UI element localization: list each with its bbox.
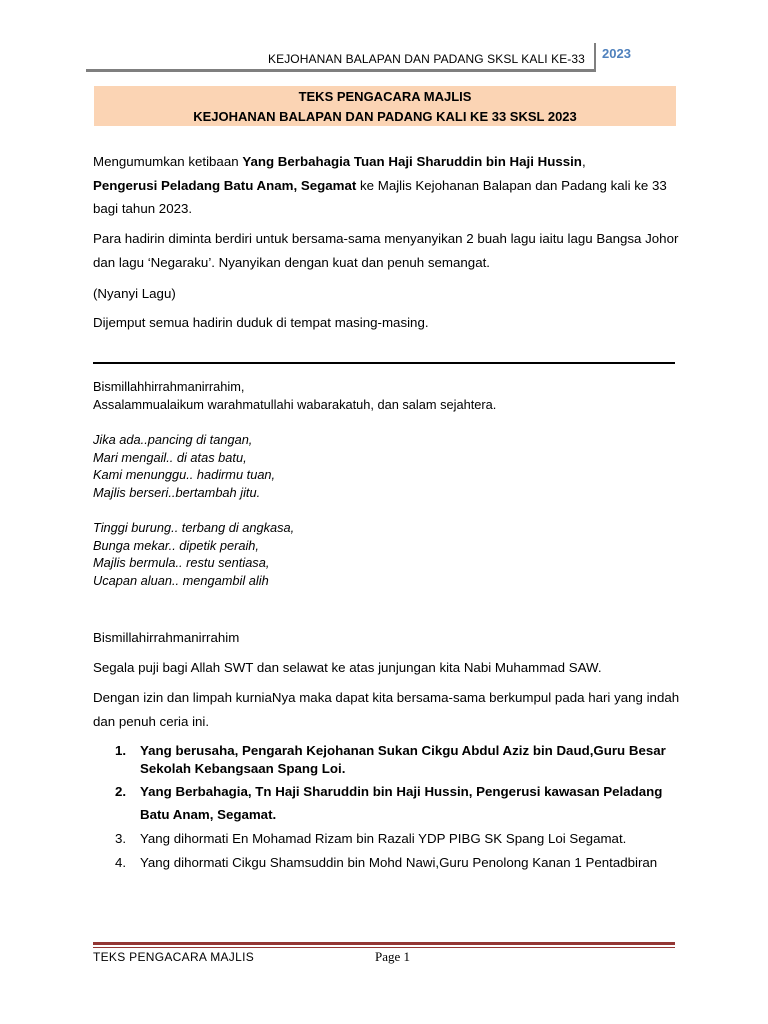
- list-text: Yang dihormati En Mohamad Rizam bin Razali YDP PIBG SK Spang Loi Segamat.: [140, 831, 627, 846]
- pantun-line: Ucapan aluan.. mengambil alih: [93, 572, 269, 588]
- intro-paragraph-4: Dijemput semua hadirin duduk di tempat masing-masing.: [93, 315, 429, 330]
- list-item: [93, 851, 683, 875]
- intro-text: Mengumumkan ketibaan: [93, 154, 243, 169]
- pantun-line: Bunga mekar.. dipetik peraih,: [93, 537, 259, 553]
- greeting-line-1: Bismillahhirrahmanirrahim,: [93, 379, 245, 394]
- body-paragraph-1: Bismillahirrahmanirrahim: [93, 630, 240, 645]
- pantun-1: [93, 431, 275, 501]
- list-text: Yang dihormati Cikgu Shamsuddin bin Mohd Nawi,Guru Penolong Kanan 1 Pentadbiran: [140, 854, 658, 870]
- body-paragraph-3: Dengan izin dan limpah kurniaNya maka dapat kita bersama-sama berkumpul pada hari yang indah dan penuh ceria ini.: [93, 690, 680, 729]
- header-year: 2023: [602, 46, 631, 61]
- intro-text-end: ke Majlis Kejohanan Balapan dan Padang kali ke 33 bagi tahun 2023.: [93, 177, 667, 216]
- body-paragraph-2: Segala puji bagi Allah SWT dan selawat ke atas junjungan kita Nabi Muhammad SAW.: [93, 660, 602, 675]
- header-title: KEJOHANAN BALAPAN DAN PADANG SKSL KALI KE-33: [268, 52, 585, 66]
- guest-title: Pengerusi Peladang Batu Anam, Segamat: [93, 177, 357, 193]
- greeting-line-2: Assalammualaikum warahmatullahi wabarakatuh, dan salam sejahtera.: [93, 396, 497, 412]
- greeting: [93, 378, 683, 413]
- list-number: 3.: [115, 831, 127, 846]
- pantun-line: Jika ada..pancing di tangan,: [93, 432, 253, 447]
- list-text: Yang Berbahagia, Tn Haji Sharuddin bin Haji Hussin, Pengerusi kawasan Peladang Batu Anam, Segamat.: [140, 784, 663, 822]
- header-rule: [86, 69, 596, 72]
- footer-rule-thin: [93, 947, 675, 948]
- pantun-2: [93, 519, 294, 589]
- title-line-1: TEKS PENGACARA MAJLIS: [298, 89, 472, 104]
- header-divider: [594, 43, 596, 69]
- pantun-line: Majlis bermula.. restu sentiasa,: [93, 555, 270, 570]
- intro-paragraph-2: Para hadirin diminta berdiri untuk bersama-sama menyanyikan 2 buah lagu iaitu lagu Bangsa Johor dan lagu ‘Negaraku’. Nyanyikan dengan kuat dan penuh semangat.: [93, 231, 679, 270]
- intro-paragraph-1: [93, 150, 683, 221]
- list-text: Yang berusaha, Pengarah Kejohanan Sukan Cikgu Abdul Aziz bin Daud,Guru Besar Sekolah Kebangsaan Spang Loi.: [140, 743, 666, 776]
- guest-list: [93, 742, 683, 874]
- pantun-line: Mari mengail.. di atas batu,: [93, 449, 247, 465]
- footer-rule-thick: [93, 942, 675, 945]
- intro-comma: ,: [581, 154, 586, 169]
- pantun-line: Majlis berseri..bertambah jitu.: [93, 484, 261, 500]
- list-number: 2.: [115, 784, 127, 799]
- list-number: 1.: [115, 743, 127, 758]
- title-box: [94, 86, 676, 126]
- page-number: Page 1: [375, 949, 411, 964]
- list-item: [93, 742, 683, 778]
- list-number: 4.: [115, 854, 127, 870]
- intro-paragraph-3: (Nyanyi Lagu): [93, 286, 176, 301]
- pantun-line: Kami menunggu.. hadirmu tuan,: [93, 467, 276, 482]
- section-rule: [93, 362, 675, 364]
- list-item: [93, 827, 683, 851]
- footer-title: TEKS PENGACARA MAJLIS: [93, 950, 255, 964]
- guest-name: Yang Berbahagia Tuan Haji Sharuddin bin Haji Hussin: [242, 154, 582, 169]
- list-item: [93, 780, 683, 826]
- title-line-2: KEJOHANAN BALAPAN DAN PADANG KALI KE 33 SKSL 2023: [193, 109, 577, 124]
- pantun-line: Tinggi burung.. terbang di angkasa,: [93, 520, 295, 535]
